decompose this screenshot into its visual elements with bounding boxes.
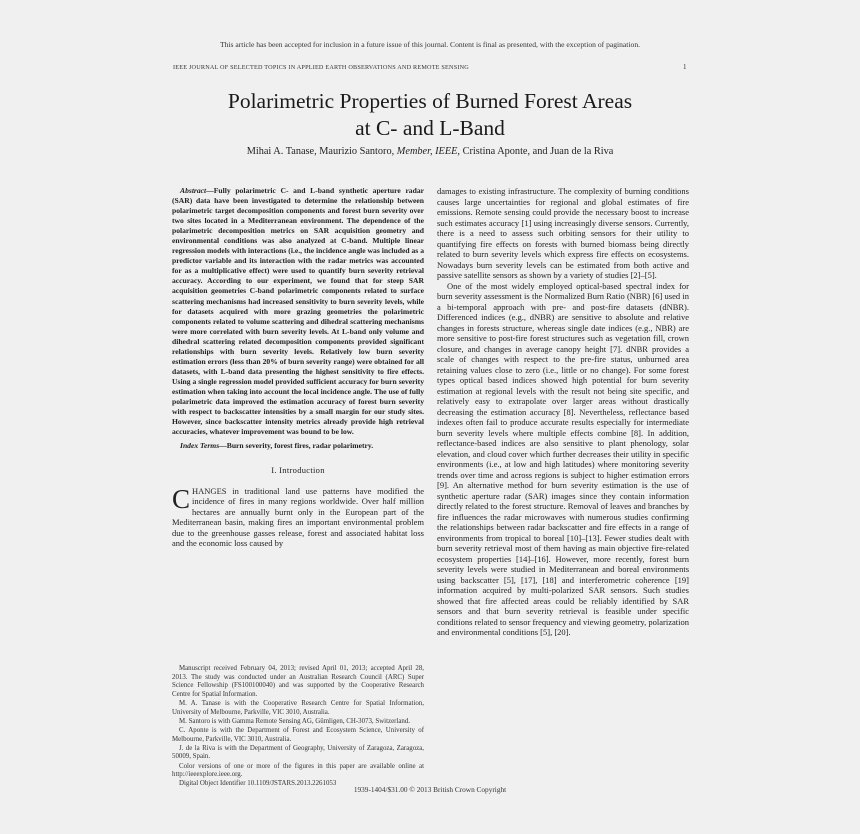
footnotes: [172, 665, 424, 789]
footnote-color: Color versions of one or more of the figures in this paper are available online at http://ieeexplore.ieee.org.: [172, 762, 424, 779]
footnote-manuscript: Manuscript received February 04, 2013; revised April 01, 2013; accepted April 28, 2013. The study was conducted under an Australian Research Council (ARC) Super Science Fellowship (FS100100040) and was supported by the Cooperative Research Centre for Spatial Information.: [172, 665, 424, 698]
section-heading-introduction: I. Introduction: [271, 465, 325, 476]
footnote-riva: J. de la Riva is with the Department of Geography, University of Zaragoza, Zaragoza, 50009, Spain.: [172, 744, 424, 761]
title-line-1: Polarimetric Properties of Burned Forest Areas: [227, 89, 633, 113]
abstract-lead: Abstract: [180, 186, 207, 195]
intro-paragraph: [172, 483, 424, 549]
copyright-line: 1939-1404/$31.00 © 2013 British Crown Copyright: [353, 785, 507, 794]
abstract: [172, 186, 424, 437]
author-santoro-role: Member, IEEE,: [396, 146, 460, 157]
footnote-santoro: M. Santoro is with Gamma Remote Sensing AG, Gümligen, CH-3073, Switzerland.: [179, 717, 411, 725]
index-terms-text: —Burn severity, forest fires, radar polarimetry.: [219, 441, 374, 451]
abstract-text: —Fully polarimetric C- and L-band synthetic aperture radar (SAR) data have been investigated to determine the relationship between polarimetric target decomposition components and forest burn severity over two sites located in a Mediterranean environment. The dependence of the polarimetric decomposition metrics on SAR acquisition geometry and environmental conditions was also analyzed at C-band. Multiple linear regression models with interactions (i.e., the incidence angle was included as a predictor variable and its interaction with the radar metrics was accounted for as a multiplicative effect) were used to quantify burn severity retrieval accuracy. According to our experiment, we found that for steep SAR acquisition geometries C-band polarimetric components related to surface scattering mechanisms had increased sensitivity to burn severity levels, while for datasets acquired with more grazing geometries the polarimetric components related to volume scattering and dihedral scattering mechanisms were more correlated with burn severity levels. At L-band only volume and dihedral scattering related decomposition components provided significant relationships with burn severity levels. Relatively low burn severity estimation errors (less than 20% of burn severity range) were obtained for all datasets, with L-band data presenting the highest sensitivity to fire effects. Using a single regression model provided sufficient accuracy for burn severity estimation when taking into account the local incidence angle. The use of fully polarimetric data improved the estimation accuracy of forest burn severity with respect to backscatter intensities by a small margin for our study sites. However, since backscatter intensity metrics already provide high retrieval accuracies, whatever improvement was bound to be low.: [172, 186, 424, 437]
journal-name: IEEE JOURNAL OF SELECTED TOPICS IN APPLIED EARTH OBSERVATIONS AND REMOTE SENSING: [173, 64, 469, 71]
footnote-tanase: M. A. Tanase is with the Cooperative Research Centre for Spatial Information, University of Melbourne, Parkville, VIC 3010, Australia.: [172, 699, 424, 716]
author-riva: Juan de la Riva: [550, 146, 614, 157]
title-line-2: at C- and L-Band: [355, 116, 505, 140]
page-number: 1: [683, 63, 687, 71]
footnote-doi: Digital Object Identifier 10.1109/JSTARS.2013.2261053: [179, 780, 337, 788]
paper-title: [0, 88, 860, 142]
footnote-aponte: C. Aponte is with the Department of Forest and Ecosystem Science, University of Melbourne, Parkville, VIC 3010, Australia.: [172, 726, 424, 743]
drop-cap: C: [172, 483, 191, 514]
index-terms: [172, 441, 424, 451]
author-and: and: [532, 146, 548, 157]
author-tanase: Mihai A. Tanase,: [246, 146, 317, 157]
paragraph-continued: damages to existing infrastructure. The complexity of burning conditions causes large uncertainties for regional and global estimates of fire emissions. Remote sensing could provide the necessary boost to increase such estimates accuracy [1] using increasingly diverse sensors. Currently, there is a need to assess such orbiting sensors for their utility to quantifying fire effects on forests with burned biomass being directly related to burn severity levels which express fire effects on ecosystems. Nowadays burn severity levels can be estimated from both active and passive satellite sensors as shown by a variety of studies [2]–[5].: [437, 186, 689, 280]
acceptance-notice: This article has been accepted for inclusion in a future issue of this journal. Content is final as presented, with the exception of pagination.: [219, 40, 641, 49]
intro-text: HANGES in traditional land use patterns have modified the incidence of fires in many regions worldwide. Over half million hectares are annually burnt only in the European part of the Mediterranean basin, making fires an important environmental problem due to the greenhouse gasses release, forest and associated habitat loss and the economic loss caused by: [172, 485, 424, 549]
author-list: [0, 146, 860, 157]
author-santoro: Maurizio Santoro,: [319, 146, 395, 157]
paragraph-nbr: One of the most widely employed optical-based spectral index for burn severity assessment is the Normalized Burn Ratio (NBR) [6] used in a bi-temporal approach with pre- and post-fire datasets (dNBR). Differenced indices (e.g., dNBR) are sensitive to absolute and relative changes in forests structure, whereas single date indices (e.g., NBR) are more sensitive to post-fire forest structures such as vegetation fill, crown closure, and changes in average canopy height [7]. dNBR provides a scale of changes with respect to the pre-fire status, unburned area retaining values close to zero (i.e., little or no change). For some forest types optical based indices showed high potential for burn severity estimation at regional levels with the result not being site specific, and relatively easy to extrapolate over larger areas without drastically decreasing the estimation accuracy [8]. Nevertheless, reflectance based indexes often fail to produce accurate results especially for intermediate burn severity levels where multiple effects combine [8]. In addition, reflectance-based indices are also sensitive to plant phenology, solar elevation, and cloud cover which further decreases their utility in specific environments (i.e., at low and high latitudes) where monitoring severity trends over time and across regions is subject to higher estimation errors [9]. An alternative method for burn severity estimation is the use of synthetic aperture radar (SAR) images since they contain information directly related to the forest structure. Removal of leaves and branches by fire influences the radar microwaves with numerous studies confirming the relationships between radar backscatter and fire effects in a range of environments from tropical to boreal [10]–[13]. Fewer studies dealt with burn severity retrieval most of them having as main objective fire-related ecosystem properties [14]–[16]. However, more recently, forest burn severity levels were studied in Mediterranean and boreal environments using backscatter [5], [17], [18] and interferometric coherence [19] information acquired by multi-polarized SAR sensors. Such studies showed that fire affected areas could be reliably identified by SAR sensors and that burn severity retrieval is feasible under specific conditions related to sensor frequency and viewing geometry, polarization and environmental conditions [5], [20].: [437, 280, 689, 637]
right-column: [437, 186, 689, 638]
index-terms-lead: Index Terms: [180, 441, 220, 451]
author-aponte: Cristina Aponte,: [462, 146, 531, 157]
left-column: [172, 186, 424, 549]
